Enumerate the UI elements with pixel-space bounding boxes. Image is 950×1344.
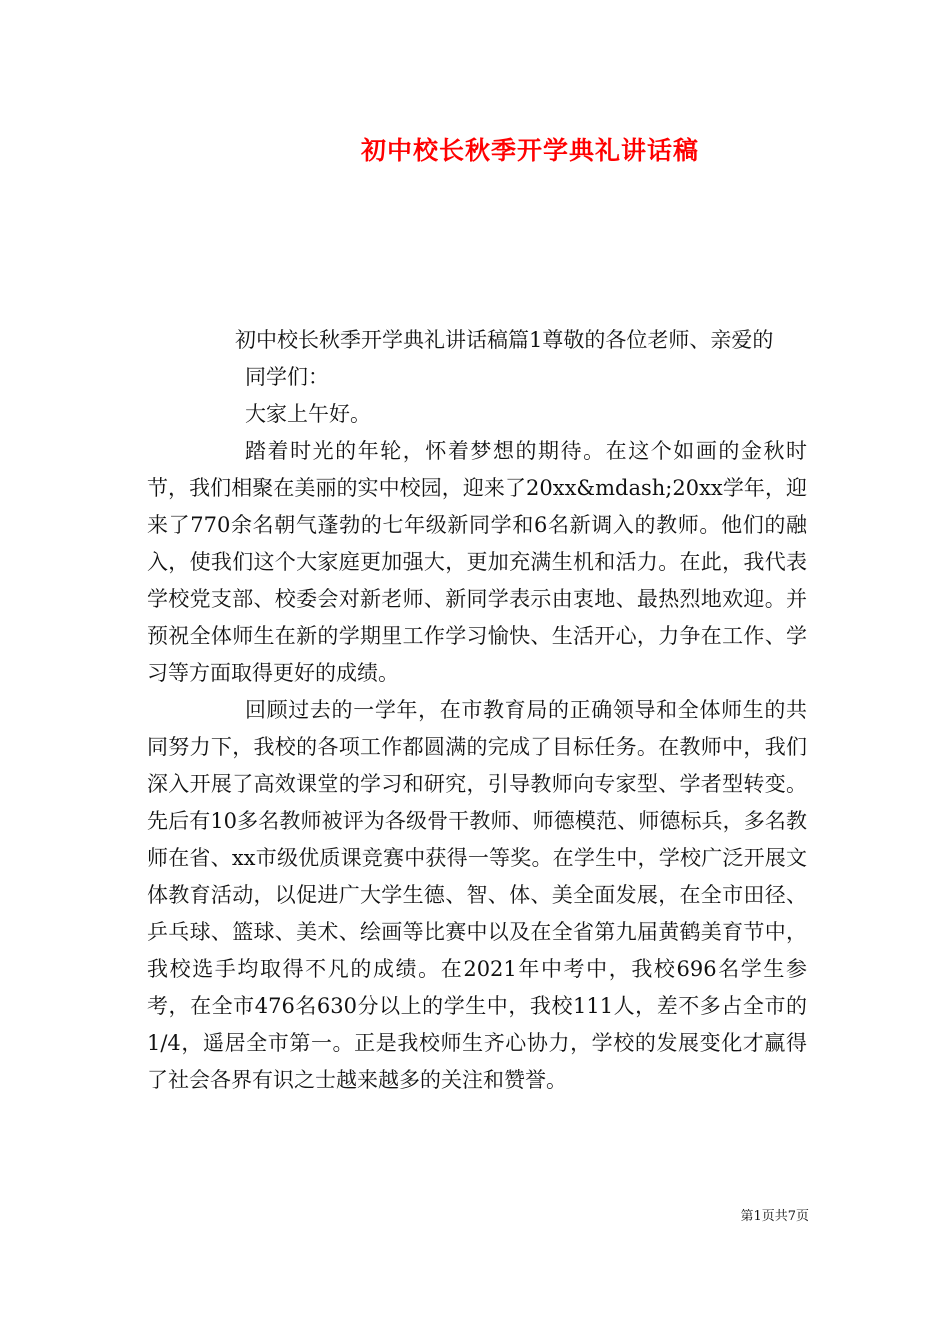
paragraph-review: 回顾过去的一学年，在市教育局的正确领导和全体师生的共同努力下，我校的各项工作都圆满的完成了目标任务。在教师中，我们深入开展了高效课堂的学习和研究，引导教师向专家型、学者型转变。先后有10多名教师被评为各级骨干教师、师德模范、师德标兵，多名教师在省、xx市级优质课竞赛中获得一等奖。在学生中，学校广泛开展文体教育活动，以促进广大学生德、智、体、美全面发展，在全市田径、乒乓球、篮球、美术、绘画等比赛中以及在全省第九届黄鹤美育节中，我校选手均取得不凡的成绩。在2021年中考中，我校696名学生参考，在全市476名630分以上的学生中，我校111人，差不多占全市的1/4，遥居全市第一。正是我校师生齐心协力，学校的发展变化才赢得了社会各界有识之士越来越多的关注和赞誉。 (147, 698, 807, 1092)
paragraph-opening: 初中校长秋季开学典礼讲话稿篇1尊敬的各位老师、亲爱的 (235, 328, 774, 352)
document-body (147, 322, 807, 1099)
paragraph-greeting-students: 同学们： (245, 365, 329, 389)
paragraph-good-morning: 大家上午好。 (245, 402, 371, 426)
document-title: 初中校长秋季开学典礼讲话稿 (360, 136, 699, 165)
paragraph-welcome: 踏着时光的年轮，怀着梦想的期待。在这个如画的金秋时节，我们相聚在美丽的实中校园，迎来了20xx&mdash;20xx学年，迎来了770余名朝气蓬勃的七年级新同学和6名新调入的教师。他们的融入，使我们这个大家庭更加强大，更加充满生机和活力。在此，我代表学校党支部、校委会对新老师、新同学表示由衷地、最热烈地欢迎。并预祝全体师生在新的学期里工作学习愉快、生活开心，力争在工作、学习等方面取得更好的成绩。 (147, 439, 807, 685)
page-number: 第1页共7页 (740, 1209, 809, 1224)
